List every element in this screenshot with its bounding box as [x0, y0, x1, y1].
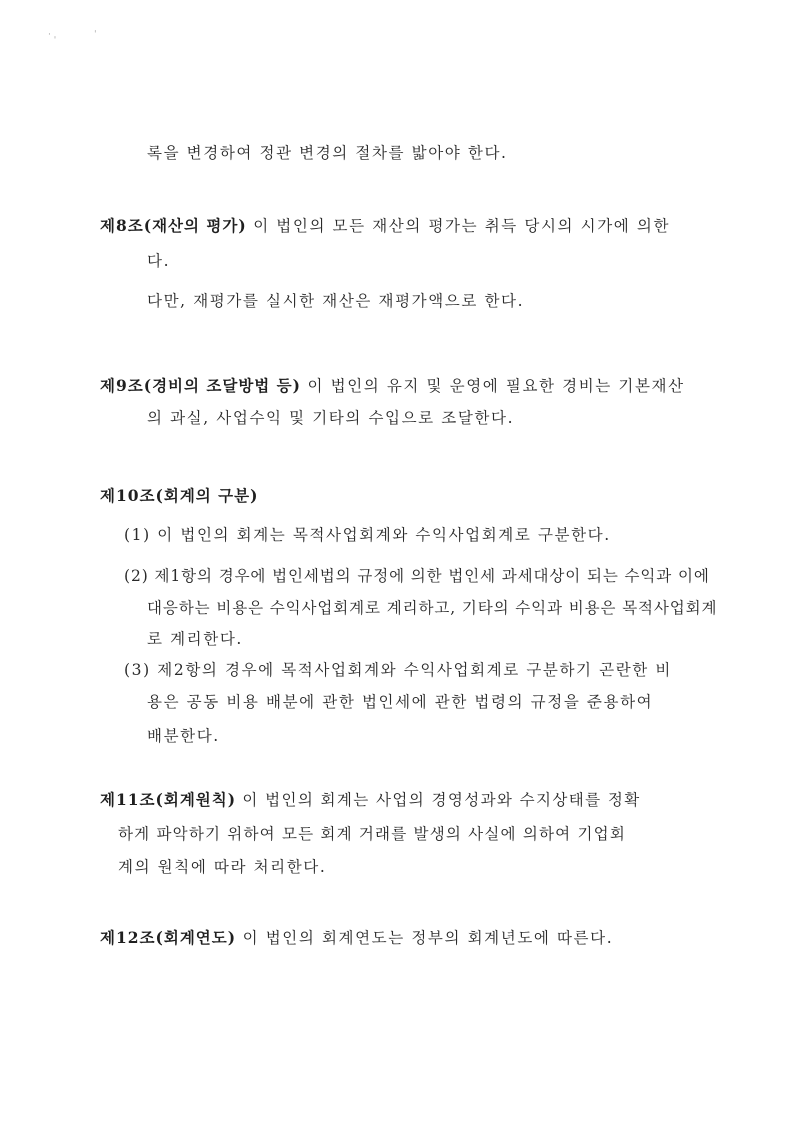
article-12-text-1: 이 법인의 회계연도는 정부의 회계년도에 따른다. — [242, 929, 614, 947]
scan-speck: · ˌ — [48, 30, 57, 40]
article-10-paragraph-3-line-3: 배분한다. — [147, 727, 220, 745]
article-8-text-1: 이 법인의 모든 재산의 평가는 취득 당시의 시가에 의한 — [253, 217, 671, 235]
article-8-heading: 제8조(재산의 평가) — [100, 216, 247, 235]
article-9-heading: 제9조(경비의 조달방법 등) — [100, 376, 301, 395]
article-9-text-2: 의 과실, 사업수익 및 기타의 수입으로 조달한다. — [147, 409, 515, 427]
article-10-paragraph-1: (1) 이 법인의 회계는 목적사업회계와 수익사업회계로 구분한다. — [124, 526, 611, 544]
article-10-paragraph-2-line-2: 대응하는 비용은 수익사업회계로 계리하고, 기타의 수익과 비용은 목적사업회계 — [147, 599, 718, 617]
article-10-paragraph-3-line-1: (3) 제2항의 경우에 목적사업회계와 수익사업회계로 구분하기 곤란한 비 — [124, 661, 672, 679]
article-10-paragraph-2-line-1: (2) 제1항의 경우에 법인세법의 규정에 의한 법인세 과세대상이 되는 수익과 이에 — [124, 567, 710, 585]
article-11-heading: 제11조(회계원칙) — [100, 790, 237, 809]
article-11-text-3: 계의 원칙에 따라 처리한다. — [118, 858, 327, 876]
article-10-paragraph-3-line-2: 용은 공동 비용 배분에 관한 법인세에 관한 법령의 규정을 준용하여 — [147, 693, 654, 711]
article-8-line-1 — [100, 216, 670, 236]
article-9-line-1 — [100, 376, 685, 396]
article-10-heading: 제10조(회계의 구분) — [100, 486, 259, 505]
article-9-text-1: 이 법인의 유지 및 운영에 필요한 경비는 기본재산 — [307, 377, 685, 395]
article-11-text-2: 하게 파악하기 위하여 모든 회계 거래를 발생의 사실에 의하여 기업회 — [118, 825, 626, 843]
article-11-line-1 — [100, 790, 641, 810]
article-12-line-1 — [100, 928, 613, 948]
scan-speck: ˈ — [94, 30, 97, 40]
article-8-text-2: 다. — [147, 252, 171, 270]
article-8-text-3: 다만, 재평가를 실시한 재산은 재평가액으로 한다. — [147, 292, 525, 310]
article-10-paragraph-2-line-3: 로 계리한다. — [147, 630, 243, 648]
article-7-continuation: 록을 변경하여 정관 변경의 절차를 밟아야 한다. — [147, 144, 508, 162]
article-11-text-1: 이 법인의 회계는 사업의 경영성과와 수지상태를 정확 — [242, 791, 641, 809]
article-12-heading: 제12조(회계연도) — [100, 928, 237, 947]
